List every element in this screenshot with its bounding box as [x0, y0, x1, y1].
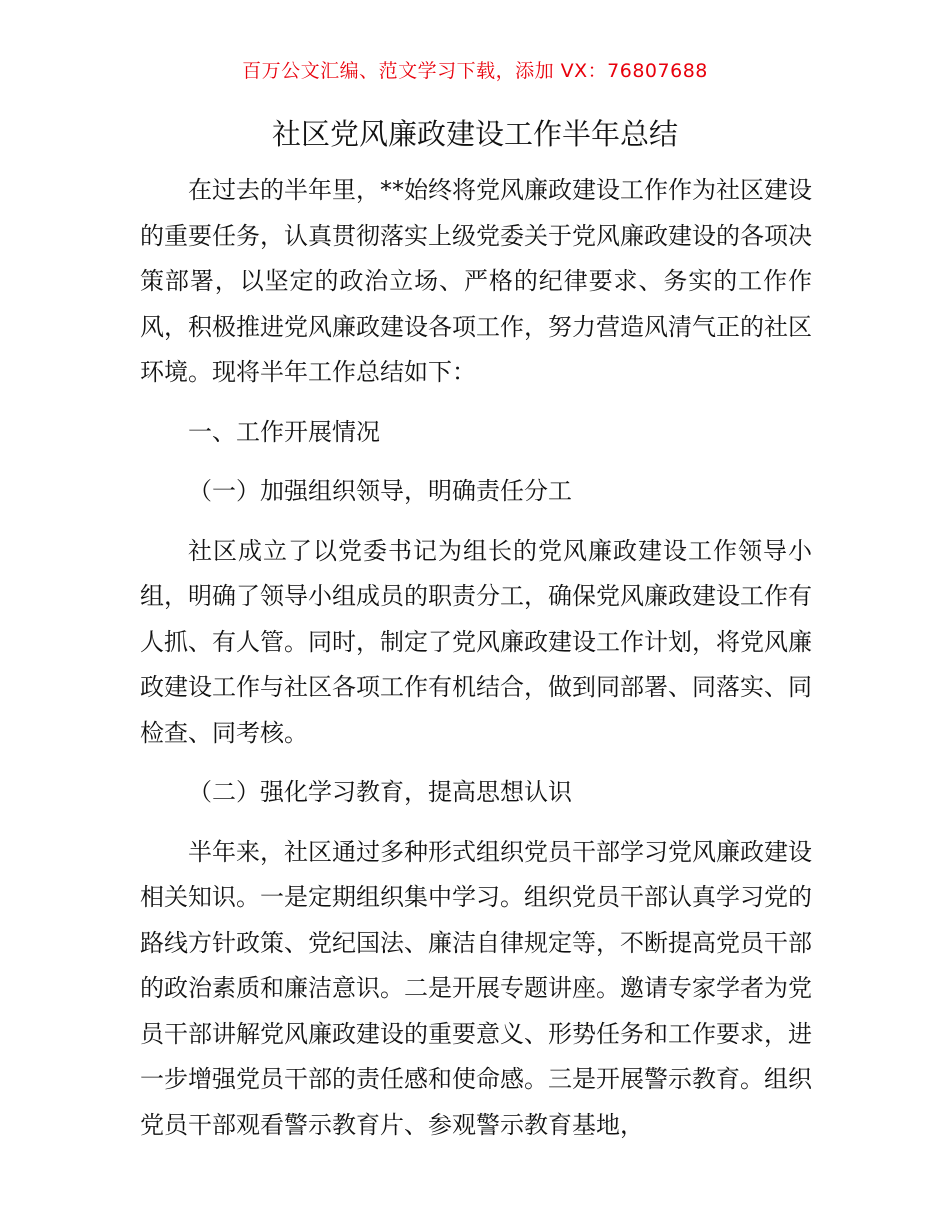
document-body: [140, 168, 812, 1148]
section-heading-work-progress: 一、工作开展情况: [188, 417, 380, 446]
document-title: 社区党风廉政建设工作半年总结: [271, 117, 678, 151]
education-paragraph: 半年来，社区通过多种形式组织党员干部学习党风廉政建设相关知识。一是定期组织集中学习。组织党员干部认真学习党的路线方针政策、党纪国法、廉洁自律规定等，不断提高党员干部的政治素质和廉洁意识。二是开展专题讲座。邀请专家学者为党员干部讲解党风廉政建设的重要意义、形势任务和工作要求，进一步增强党员干部的责任感和使命感。三是开展警示教育。组织党员干部观看警示教育片、参观警示教育基地，: [140, 837, 812, 1139]
subsection-heading-education: （二）强化学习教育，提高思想认识: [188, 778, 572, 806]
header-promo-note: 百万公文汇编、范文学习下载，添加 VX：76807688: [242, 60, 708, 82]
organization-paragraph: 社区成立了以党委书记为组长的党风廉政建设工作领导小组，明确了领导小组成员的职责分工，确保党风廉政建设工作有人抓、有人管。同时，制定了党风廉政建设工作计划，将党风廉政建设工作与社区各项工作有机结合，做到同部署、同落实、同检查、同考核。: [140, 536, 812, 747]
subsection-heading-organization: （一）加强组织领导，明确责任分工: [188, 477, 572, 505]
intro-paragraph: 在过去的半年里，**始终将党风廉政建设工作作为社区建设的重要任务，认真贯彻落实上级党委关于党风廉政建设的各项决策部署，以坚定的政治立场、严格的纪律要求、务实的工作作风，积极推进党风廉政建设各项工作，努力营造风清气正的社区环境。现将半年工作总结如下：: [140, 176, 812, 386]
